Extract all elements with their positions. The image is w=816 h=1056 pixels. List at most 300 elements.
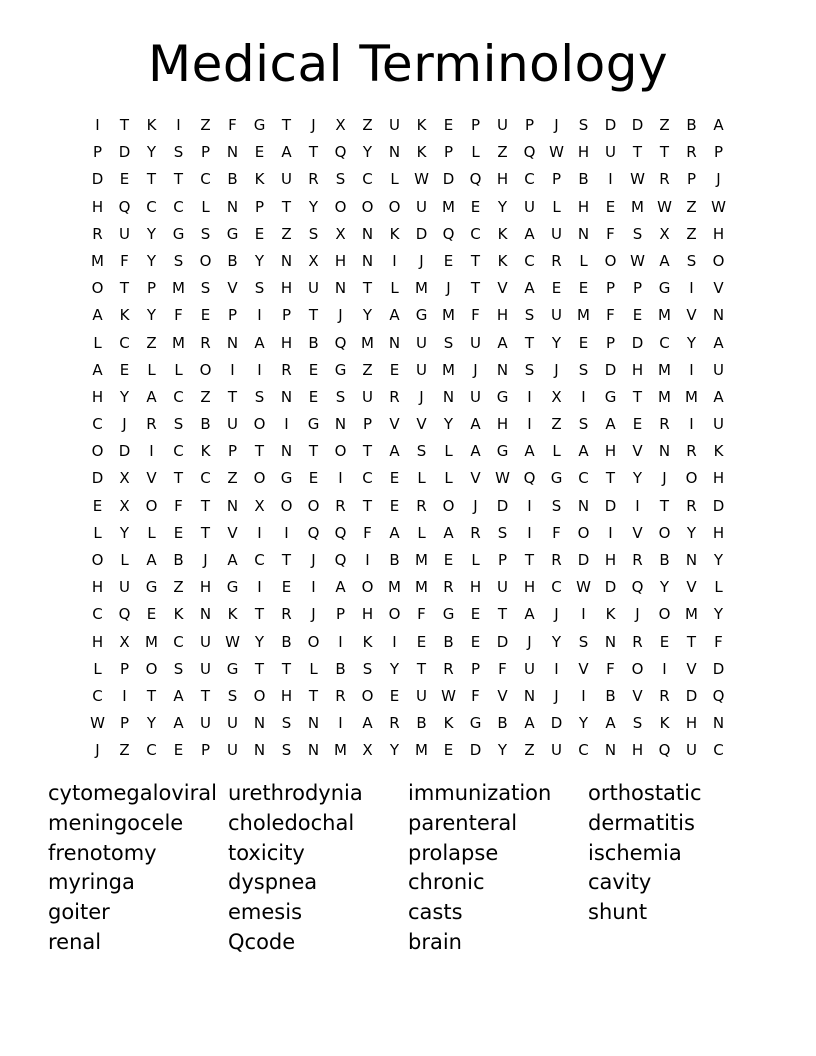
grid-letter[interactable]: N bbox=[442, 387, 455, 406]
grid-letter[interactable]: K bbox=[119, 306, 130, 325]
grid-letter[interactable]: J bbox=[473, 496, 478, 515]
grid-letter[interactable]: H bbox=[712, 523, 725, 542]
grid-letter[interactable]: D bbox=[685, 686, 698, 705]
grid-letter[interactable]: H bbox=[712, 469, 725, 488]
grid-letter[interactable]: T bbox=[119, 279, 130, 298]
grid-letter[interactable]: T bbox=[254, 605, 265, 624]
grid-letter[interactable]: U bbox=[227, 741, 238, 760]
grid-letter[interactable]: G bbox=[334, 360, 347, 379]
grid-letter[interactable]: X bbox=[254, 496, 265, 515]
grid-letter[interactable]: A bbox=[281, 143, 292, 162]
grid-letter[interactable]: A bbox=[470, 442, 481, 461]
grid-letter[interactable]: R bbox=[416, 496, 427, 515]
grid-letter[interactable]: R bbox=[686, 143, 697, 162]
grid-letter[interactable]: J bbox=[554, 360, 559, 379]
grid-letter[interactable]: D bbox=[496, 632, 509, 651]
grid-letter[interactable]: S bbox=[578, 415, 589, 434]
grid-letter[interactable]: T bbox=[146, 686, 157, 705]
grid-letter[interactable]: C bbox=[578, 741, 589, 760]
grid-letter[interactable]: M bbox=[415, 741, 428, 760]
grid-letter[interactable]: M bbox=[685, 605, 698, 624]
grid-letter[interactable]: U bbox=[200, 632, 211, 651]
grid-letter[interactable]: O bbox=[577, 523, 590, 542]
grid-letter[interactable]: L bbox=[174, 360, 183, 379]
grid-letter[interactable]: T bbox=[524, 333, 535, 352]
grid-letter[interactable]: D bbox=[118, 442, 131, 461]
grid-letter[interactable]: H bbox=[685, 714, 698, 733]
grid-letter[interactable]: E bbox=[443, 741, 454, 760]
grid-letter[interactable]: K bbox=[146, 116, 157, 134]
grid-letter[interactable]: D bbox=[577, 551, 590, 569]
grid-letter[interactable]: V bbox=[227, 523, 238, 542]
grid-letter[interactable]: C bbox=[254, 551, 265, 569]
grid-letter[interactable]: Y bbox=[362, 143, 373, 162]
grid-letter[interactable]: F bbox=[606, 306, 615, 325]
grid-letter[interactable]: N bbox=[334, 415, 347, 434]
grid-letter[interactable]: F bbox=[498, 659, 507, 678]
grid-letter[interactable]: Y bbox=[443, 415, 454, 434]
grid-letter[interactable]: U bbox=[497, 578, 508, 597]
grid-letter[interactable]: T bbox=[119, 116, 130, 134]
grid-letter[interactable]: S bbox=[200, 224, 211, 243]
grid-letter[interactable]: H bbox=[631, 741, 644, 760]
grid-letter[interactable]: N bbox=[523, 686, 536, 705]
grid-letter[interactable]: Z bbox=[227, 469, 238, 488]
grid-letter[interactable]: J bbox=[554, 116, 559, 134]
grid-letter[interactable]: C bbox=[362, 469, 373, 488]
grid-letter[interactable]: O bbox=[334, 442, 347, 461]
grid-letter[interactable]: P bbox=[335, 605, 346, 624]
grid-letter[interactable]: V bbox=[146, 469, 157, 488]
grid-letter[interactable]: N bbox=[226, 197, 239, 216]
grid-letter[interactable]: C bbox=[470, 224, 481, 243]
grid-letter[interactable]: S bbox=[335, 170, 346, 189]
grid-letter[interactable]: F bbox=[417, 605, 426, 624]
grid-letter[interactable]: M bbox=[658, 360, 671, 379]
grid-letter[interactable]: V bbox=[416, 415, 427, 434]
grid-letter[interactable]: E bbox=[443, 116, 454, 134]
grid-letter[interactable]: C bbox=[524, 170, 535, 189]
grid-letter[interactable]: U bbox=[470, 387, 481, 406]
grid-letter[interactable]: B bbox=[335, 659, 346, 678]
grid-letter[interactable]: C bbox=[92, 605, 103, 624]
grid-letter[interactable]: T bbox=[308, 442, 319, 461]
grid-letter[interactable]: V bbox=[713, 279, 724, 298]
grid-letter[interactable]: T bbox=[200, 496, 211, 515]
grid-letter[interactable]: X bbox=[308, 251, 319, 270]
grid-letter[interactable]: I bbox=[257, 360, 262, 379]
grid-letter[interactable]: I bbox=[257, 523, 262, 542]
grid-letter[interactable]: S bbox=[227, 686, 238, 705]
grid-letter[interactable]: X bbox=[119, 632, 130, 651]
grid-letter[interactable]: C bbox=[713, 741, 724, 760]
grid-letter[interactable]: Q bbox=[307, 523, 320, 542]
grid-letter[interactable]: O bbox=[361, 686, 374, 705]
grid-letter[interactable]: A bbox=[713, 387, 724, 406]
grid-letter[interactable]: Q bbox=[334, 143, 347, 162]
grid-letter[interactable]: L bbox=[309, 659, 318, 678]
grid-letter[interactable]: L bbox=[120, 551, 129, 569]
grid-letter[interactable]: E bbox=[254, 143, 265, 162]
grid-letter[interactable]: A bbox=[173, 686, 184, 705]
grid-letter[interactable]: I bbox=[581, 387, 586, 406]
grid-letter[interactable]: V bbox=[578, 659, 589, 678]
grid-letter[interactable]: U bbox=[281, 170, 292, 189]
grid-letter[interactable]: J bbox=[527, 632, 532, 651]
grid-letter[interactable]: R bbox=[200, 333, 211, 352]
grid-letter[interactable]: Y bbox=[632, 469, 643, 488]
grid-letter[interactable]: A bbox=[497, 333, 508, 352]
grid-letter[interactable]: W bbox=[90, 714, 105, 733]
grid-letter[interactable]: P bbox=[119, 659, 130, 678]
grid-letter[interactable]: R bbox=[389, 387, 400, 406]
grid-letter[interactable]: M bbox=[442, 197, 455, 216]
grid-letter[interactable]: R bbox=[659, 170, 670, 189]
grid-letter[interactable]: M bbox=[658, 387, 671, 406]
grid-letter[interactable]: J bbox=[662, 469, 667, 488]
grid-letter[interactable]: I bbox=[149, 442, 154, 461]
grid-letter[interactable]: I bbox=[581, 686, 586, 705]
grid-letter[interactable]: I bbox=[527, 523, 532, 542]
grid-letter[interactable]: S bbox=[632, 224, 643, 243]
grid-letter[interactable]: E bbox=[254, 224, 265, 243]
grid-letter[interactable]: I bbox=[338, 469, 343, 488]
grid-letter[interactable]: K bbox=[173, 605, 184, 624]
grid-letter[interactable]: C bbox=[578, 469, 589, 488]
grid-letter[interactable]: N bbox=[712, 714, 725, 733]
grid-letter[interactable]: J bbox=[95, 741, 100, 760]
grid-letter[interactable]: I bbox=[365, 551, 370, 569]
grid-letter[interactable]: Q bbox=[334, 333, 347, 352]
grid-letter[interactable]: Z bbox=[551, 415, 562, 434]
grid-letter[interactable]: N bbox=[388, 333, 401, 352]
grid-letter[interactable]: L bbox=[93, 523, 102, 542]
grid-letter[interactable]: Z bbox=[200, 387, 211, 406]
grid-letter[interactable]: F bbox=[714, 632, 723, 651]
grid-letter[interactable]: O bbox=[361, 578, 374, 597]
grid-letter[interactable]: T bbox=[308, 686, 319, 705]
grid-letter[interactable]: W bbox=[630, 251, 645, 270]
grid-letter[interactable]: G bbox=[253, 116, 266, 134]
grid-letter[interactable]: C bbox=[146, 197, 157, 216]
grid-letter[interactable]: D bbox=[91, 170, 104, 189]
grid-letter[interactable]: I bbox=[608, 523, 613, 542]
grid-letter[interactable]: S bbox=[524, 360, 535, 379]
grid-letter[interactable]: T bbox=[281, 116, 292, 134]
grid-letter[interactable]: Z bbox=[146, 333, 157, 352]
grid-letter[interactable]: I bbox=[527, 387, 532, 406]
grid-letter[interactable]: I bbox=[257, 578, 262, 597]
grid-letter[interactable]: O bbox=[604, 251, 617, 270]
grid-letter[interactable]: Y bbox=[713, 551, 724, 569]
grid-letter[interactable]: P bbox=[92, 143, 103, 162]
grid-letter[interactable]: R bbox=[632, 632, 643, 651]
grid-letter[interactable]: M bbox=[172, 333, 185, 352]
grid-letter[interactable]: T bbox=[686, 632, 697, 651]
grid-letter[interactable]: A bbox=[713, 333, 724, 352]
grid-letter[interactable]: C bbox=[146, 741, 157, 760]
grid-letter[interactable]: E bbox=[389, 469, 400, 488]
grid-letter[interactable]: R bbox=[470, 523, 481, 542]
grid-letter[interactable]: G bbox=[307, 415, 320, 434]
grid-letter[interactable]: Y bbox=[713, 605, 724, 624]
grid-letter[interactable]: Q bbox=[712, 686, 725, 705]
grid-letter[interactable]: K bbox=[713, 442, 724, 461]
grid-letter[interactable]: R bbox=[443, 578, 454, 597]
grid-letter[interactable]: C bbox=[173, 387, 184, 406]
grid-letter[interactable]: L bbox=[552, 197, 561, 216]
grid-letter[interactable]: E bbox=[551, 279, 562, 298]
grid-letter[interactable]: L bbox=[714, 578, 723, 597]
grid-letter[interactable]: U bbox=[389, 116, 400, 134]
grid-letter[interactable]: S bbox=[578, 360, 589, 379]
grid-letter[interactable]: F bbox=[174, 496, 183, 515]
grid-letter[interactable]: U bbox=[551, 224, 562, 243]
grid-letter[interactable]: K bbox=[362, 632, 373, 651]
grid-letter[interactable]: M bbox=[658, 306, 671, 325]
grid-letter[interactable]: Y bbox=[551, 333, 562, 352]
grid-letter[interactable]: P bbox=[443, 143, 454, 162]
grid-letter[interactable]: W bbox=[495, 469, 510, 488]
grid-letter[interactable]: S bbox=[335, 387, 346, 406]
grid-letter[interactable]: I bbox=[338, 714, 343, 733]
grid-letter[interactable]: N bbox=[361, 251, 374, 270]
grid-letter[interactable]: A bbox=[524, 714, 535, 733]
grid-letter[interactable]: N bbox=[280, 251, 293, 270]
grid-letter[interactable]: P bbox=[605, 279, 616, 298]
grid-letter[interactable]: L bbox=[93, 333, 102, 352]
grid-letter[interactable]: Y bbox=[389, 741, 400, 760]
grid-letter[interactable]: U bbox=[551, 306, 562, 325]
grid-letter[interactable]: Q bbox=[658, 741, 671, 760]
grid-letter[interactable]: T bbox=[146, 170, 157, 189]
grid-letter[interactable]: A bbox=[146, 551, 157, 569]
grid-letter[interactable]: Z bbox=[362, 360, 373, 379]
grid-letter[interactable]: B bbox=[659, 551, 670, 569]
grid-letter[interactable]: W bbox=[711, 197, 726, 216]
grid-letter[interactable]: P bbox=[200, 741, 211, 760]
grid-letter[interactable]: D bbox=[712, 496, 725, 515]
grid-letter[interactable]: H bbox=[91, 197, 104, 216]
grid-letter[interactable]: K bbox=[659, 714, 670, 733]
grid-letter[interactable]: J bbox=[473, 360, 478, 379]
grid-letter[interactable]: H bbox=[91, 387, 104, 406]
grid-letter[interactable]: T bbox=[362, 279, 373, 298]
grid-letter[interactable]: P bbox=[227, 306, 238, 325]
grid-letter[interactable]: I bbox=[635, 496, 640, 515]
grid-letter[interactable]: E bbox=[578, 279, 589, 298]
grid-letter[interactable]: V bbox=[227, 279, 238, 298]
grid-letter[interactable]: A bbox=[659, 251, 670, 270]
grid-letter[interactable]: M bbox=[172, 279, 185, 298]
grid-letter[interactable]: U bbox=[416, 333, 427, 352]
grid-letter[interactable]: R bbox=[686, 442, 697, 461]
grid-letter[interactable]: C bbox=[173, 197, 184, 216]
grid-letter[interactable]: V bbox=[389, 415, 400, 434]
grid-letter[interactable]: Q bbox=[334, 523, 347, 542]
grid-letter[interactable]: J bbox=[419, 251, 424, 270]
grid-letter[interactable]: R bbox=[659, 686, 670, 705]
grid-letter[interactable]: E bbox=[119, 170, 130, 189]
grid-letter[interactable]: L bbox=[417, 469, 426, 488]
grid-letter[interactable]: E bbox=[443, 551, 454, 569]
grid-letter[interactable]: Y bbox=[389, 659, 400, 678]
grid-letter[interactable]: T bbox=[173, 469, 184, 488]
grid-letter[interactable]: Q bbox=[442, 224, 455, 243]
grid-letter[interactable]: U bbox=[416, 360, 427, 379]
grid-letter[interactable]: Y bbox=[119, 523, 130, 542]
grid-letter[interactable]: E bbox=[173, 523, 184, 542]
grid-letter[interactable]: B bbox=[497, 714, 508, 733]
grid-letter[interactable]: T bbox=[173, 170, 184, 189]
grid-letter[interactable]: J bbox=[554, 686, 559, 705]
grid-letter[interactable]: Z bbox=[686, 197, 697, 216]
grid-letter[interactable]: I bbox=[230, 360, 235, 379]
grid-letter[interactable]: G bbox=[145, 578, 158, 597]
grid-letter[interactable]: H bbox=[199, 578, 212, 597]
grid-letter[interactable]: B bbox=[173, 551, 184, 569]
grid-letter[interactable]: B bbox=[443, 632, 454, 651]
grid-letter[interactable]: G bbox=[226, 659, 239, 678]
grid-letter[interactable]: Q bbox=[469, 170, 482, 189]
grid-letter[interactable]: Y bbox=[578, 714, 589, 733]
grid-letter[interactable]: E bbox=[389, 686, 400, 705]
grid-letter[interactable]: O bbox=[442, 496, 455, 515]
grid-letter[interactable]: I bbox=[662, 659, 667, 678]
grid-letter[interactable]: O bbox=[280, 496, 293, 515]
grid-letter[interactable]: P bbox=[470, 116, 481, 134]
grid-letter[interactable]: K bbox=[443, 714, 454, 733]
grid-letter[interactable]: M bbox=[442, 360, 455, 379]
grid-letter[interactable]: K bbox=[227, 605, 238, 624]
grid-letter[interactable]: C bbox=[200, 170, 211, 189]
grid-letter[interactable]: N bbox=[253, 741, 266, 760]
grid-letter[interactable]: D bbox=[496, 496, 509, 515]
grid-letter[interactable]: W bbox=[414, 170, 429, 189]
grid-letter[interactable]: H bbox=[604, 551, 617, 569]
grid-letter[interactable]: M bbox=[442, 306, 455, 325]
grid-letter[interactable]: N bbox=[604, 632, 617, 651]
grid-letter[interactable]: Q bbox=[523, 469, 536, 488]
grid-letter[interactable]: P bbox=[254, 197, 265, 216]
grid-letter[interactable]: U bbox=[416, 197, 427, 216]
grid-letter[interactable]: H bbox=[496, 415, 509, 434]
grid-letter[interactable]: I bbox=[392, 251, 397, 270]
grid-letter[interactable]: E bbox=[443, 251, 454, 270]
grid-letter[interactable]: R bbox=[335, 686, 346, 705]
grid-letter[interactable]: I bbox=[392, 632, 397, 651]
grid-letter[interactable]: E bbox=[173, 741, 184, 760]
grid-letter[interactable]: N bbox=[496, 360, 509, 379]
grid-letter[interactable]: E bbox=[200, 306, 211, 325]
grid-letter[interactable]: J bbox=[203, 551, 208, 569]
grid-letter[interactable]: U bbox=[524, 197, 535, 216]
grid-letter[interactable]: J bbox=[554, 605, 559, 624]
grid-letter[interactable]: Y bbox=[686, 333, 697, 352]
grid-letter[interactable]: N bbox=[712, 306, 725, 325]
grid-letter[interactable]: B bbox=[389, 551, 400, 569]
grid-letter[interactable]: J bbox=[311, 551, 316, 569]
grid-letter[interactable]: T bbox=[659, 143, 670, 162]
grid-letter[interactable]: P bbox=[146, 279, 157, 298]
grid-letter[interactable]: O bbox=[91, 442, 104, 461]
grid-letter[interactable]: H bbox=[496, 306, 509, 325]
grid-letter[interactable]: Z bbox=[686, 224, 697, 243]
grid-letter[interactable]: Y bbox=[146, 251, 157, 270]
grid-letter[interactable]: A bbox=[443, 523, 454, 542]
grid-letter[interactable]: I bbox=[338, 632, 343, 651]
grid-letter[interactable]: S bbox=[173, 415, 184, 434]
grid-letter[interactable]: C bbox=[119, 333, 130, 352]
grid-letter[interactable]: E bbox=[659, 632, 670, 651]
grid-letter[interactable]: G bbox=[604, 387, 617, 406]
grid-letter[interactable]: D bbox=[631, 116, 644, 134]
grid-letter[interactable]: P bbox=[524, 116, 535, 134]
grid-letter[interactable]: P bbox=[362, 415, 373, 434]
grid-letter[interactable]: H bbox=[361, 605, 374, 624]
grid-letter[interactable]: S bbox=[281, 741, 292, 760]
grid-letter[interactable]: H bbox=[280, 686, 293, 705]
grid-letter[interactable]: A bbox=[389, 523, 400, 542]
grid-letter[interactable]: S bbox=[578, 632, 589, 651]
grid-letter[interactable]: O bbox=[253, 469, 266, 488]
grid-letter[interactable]: F bbox=[606, 224, 615, 243]
grid-letter[interactable]: G bbox=[496, 387, 509, 406]
grid-letter[interactable]: S bbox=[686, 251, 697, 270]
grid-letter[interactable]: C bbox=[524, 251, 535, 270]
grid-letter[interactable]: Y bbox=[362, 306, 373, 325]
grid-letter[interactable]: N bbox=[253, 714, 266, 733]
grid-letter[interactable]: G bbox=[658, 279, 671, 298]
grid-letter[interactable]: N bbox=[388, 143, 401, 162]
grid-letter[interactable]: J bbox=[311, 116, 316, 134]
grid-letter[interactable]: C bbox=[92, 415, 103, 434]
grid-letter[interactable]: Y bbox=[497, 197, 508, 216]
grid-letter[interactable]: E bbox=[470, 197, 481, 216]
grid-letter[interactable]: T bbox=[632, 387, 643, 406]
grid-letter[interactable]: M bbox=[415, 279, 428, 298]
grid-letter[interactable]: S bbox=[524, 306, 535, 325]
grid-letter[interactable]: Z bbox=[362, 116, 373, 134]
grid-letter[interactable]: O bbox=[388, 605, 401, 624]
grid-letter[interactable]: I bbox=[284, 415, 289, 434]
grid-letter[interactable]: I bbox=[608, 170, 613, 189]
grid-letter[interactable]: C bbox=[551, 578, 562, 597]
grid-letter[interactable]: R bbox=[308, 170, 319, 189]
grid-letter[interactable]: M bbox=[361, 333, 374, 352]
grid-letter[interactable]: X bbox=[551, 387, 562, 406]
grid-letter[interactable]: R bbox=[146, 415, 157, 434]
grid-letter[interactable]: A bbox=[605, 714, 616, 733]
grid-letter[interactable]: G bbox=[280, 469, 293, 488]
grid-letter[interactable]: Z bbox=[659, 116, 670, 134]
grid-letter[interactable]: Y bbox=[146, 224, 157, 243]
grid-letter[interactable]: K bbox=[200, 442, 211, 461]
grid-letter[interactable]: E bbox=[416, 632, 427, 651]
grid-letter[interactable]: I bbox=[527, 496, 532, 515]
grid-letter[interactable]: M bbox=[631, 197, 644, 216]
grid-letter[interactable]: U bbox=[200, 714, 211, 733]
grid-letter[interactable]: S bbox=[173, 143, 184, 162]
grid-letter[interactable]: O bbox=[658, 605, 671, 624]
grid-letter[interactable]: S bbox=[416, 442, 427, 461]
grid-letter[interactable]: K bbox=[416, 116, 427, 134]
grid-letter[interactable]: N bbox=[685, 551, 698, 569]
grid-letter[interactable]: P bbox=[227, 442, 238, 461]
grid-letter[interactable]: W bbox=[576, 578, 591, 597]
grid-letter[interactable]: M bbox=[388, 578, 401, 597]
grid-letter[interactable]: X bbox=[659, 224, 670, 243]
